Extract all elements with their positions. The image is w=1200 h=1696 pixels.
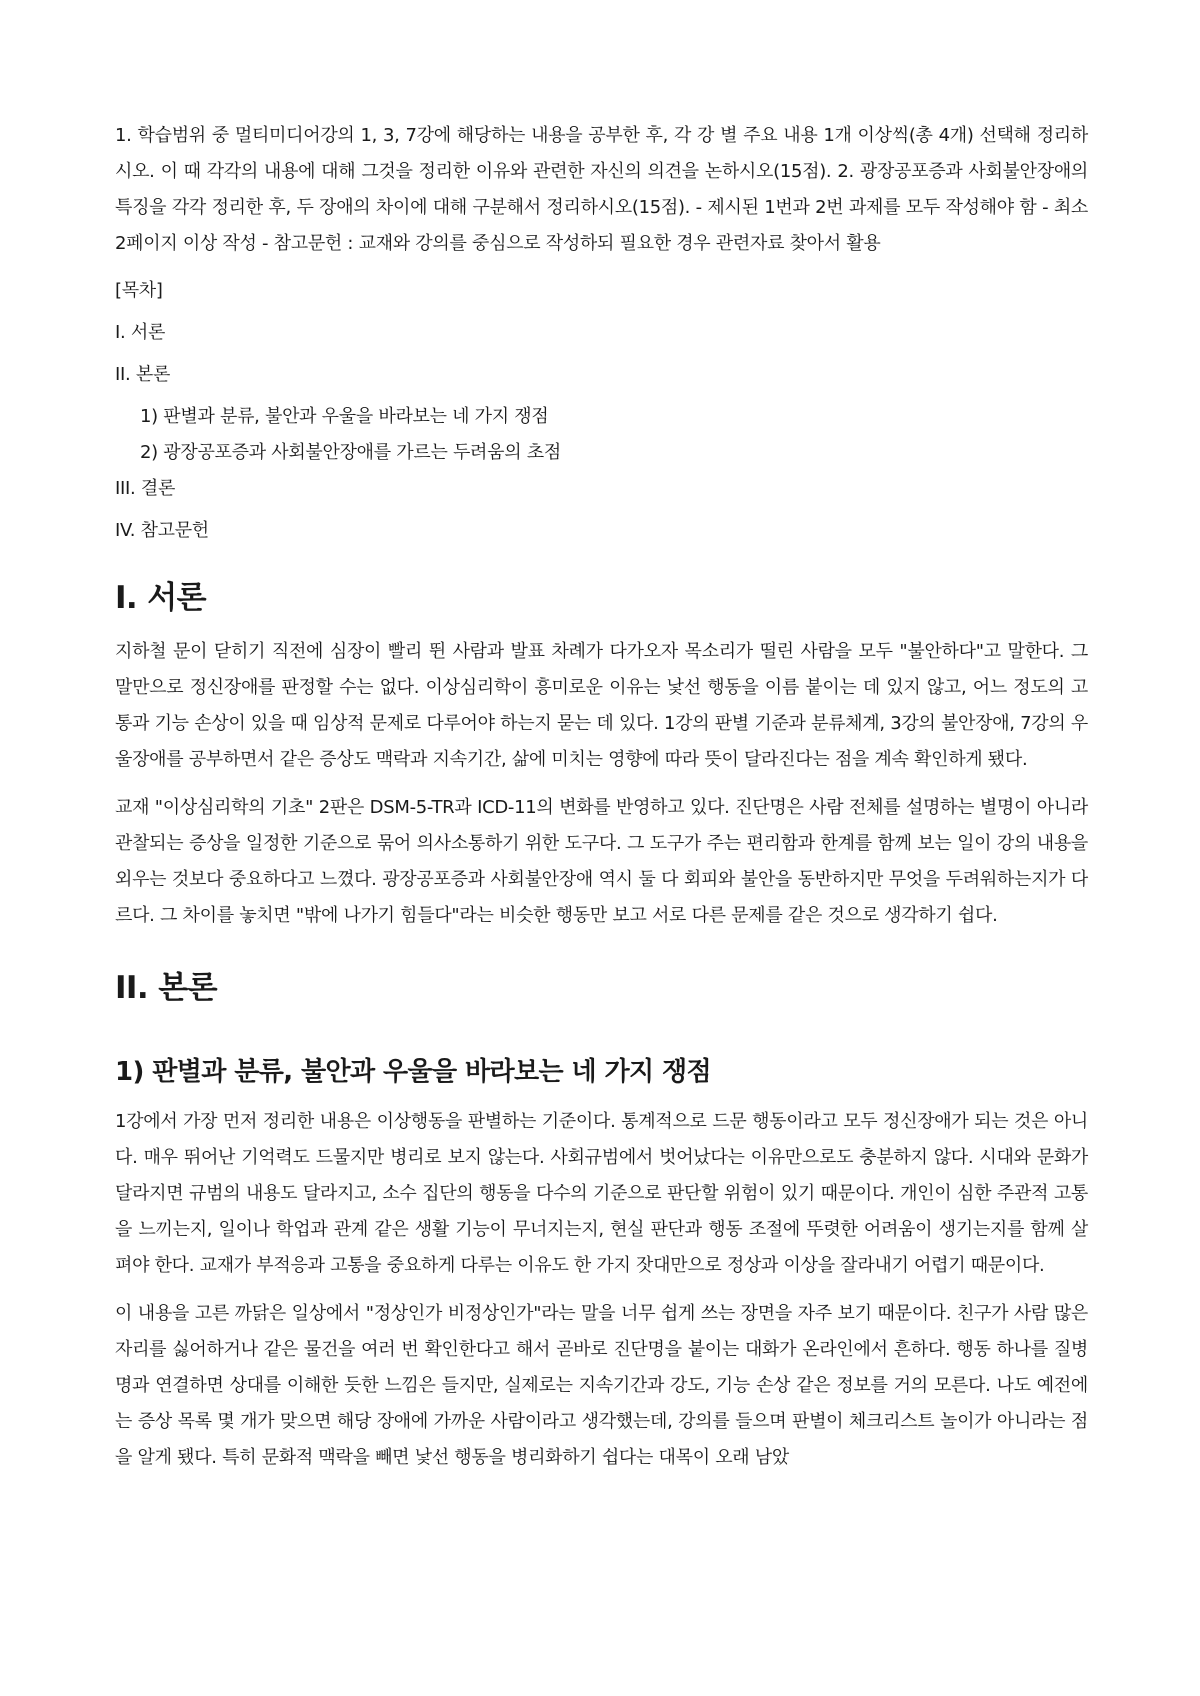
toc-subitem-2: 2) 광장공포증과 사회불안장애를 가르는 두려움의 초점	[140, 442, 561, 463]
body-paragraph-2: 이 내용을 고른 까닭은 일상에서 "정상인가 비정상인가"라는 말을 너무 쉽게 쓰는 장면을 자주 보기 때문이다. 친구가 사람 많은 자리를 싫어하거나 같은 물건을 여러 번 확인한다고 해서 곧바로 진단명을 붙이는 대화가 온라인에서 흔하다. 행동 하나를 질병명과 연결하면 상대를 이해한 듯한 느낌은 들지만, 실제로는 지속기간과 강도, 기능 손상 같은 정보를 거의 모른다. 나도 예전에는 증상 목록 몇 개가 맞으면 해당 장애에 가까운 사람이라고 생각했는데, 강의를 들으며 판별이 체크리스트 놀이가 아니라는 점을 알게 됐다. 특히 문화적 맥락을 빼면 낯선 행동을 병리화하기 쉽다는 대목이 오래 남았	[115, 1303, 1088, 1468]
toc-item-intro: I. 서론	[115, 322, 166, 343]
intro-paragraph-2: 교재 "이상심리학의 기초" 2판은 DSM-5-TR과 ICD-11의 변화를 반영하고 있다. 진단명은 사람 전체를 설명하는 별명이 아니라 관찰되는 증상을 일정한 기준으로 묶어 의사소통하기 위한 도구다. 그 도구가 주는 편리함과 한계를 함께 보는 일이 강의 내용을 외우는 것보다 중요하다고 느꼈다. 광장공포증과 사회불안장애 역시 둘 다 회피와 불안을 동반하지만 무엇을 두려워하는지가 다르다. 그 차이를 놓치면 "밖에 나가기 힘들다"라는 비슷한 행동만 보고 서로 다른 문제를 같은 것으로 생각하기 쉽다.	[115, 797, 1088, 926]
toc-item-conclusion: III. 결론	[115, 478, 176, 499]
assignment-prompt: 1. 학습범위 중 멀티미디어강의 1, 3, 7강에 해당하는 내용을 공부한 후, 각 강 별 주요 내용 1개 이상씩(총 4개) 선택해 정리하시오. 이 때 각각의 내용에 대해 그것을 정리한 이유와 관련한 자신의 의견을 논하시오(15점). 2. 광장공포증과 사회불안장애의 특징을 각각 정리한 후, 두 장애의 차이에 대해 구분해서 정리하시오(15점). - 제시된 1번과 2번 과제를 모두 작성해야 함 - 최소 2페이지 이상 작성 - 참고문헌 : 교재와 강의를 중심으로 작성하되 필요한 경우 관련자료 찾아서 활용	[115, 125, 1088, 254]
body-subheading-1: 1) 판별과 분류, 불안과 우울을 바라보는 네 가지 쟁점	[115, 1057, 711, 1087]
body-paragraph-1: 1강에서 가장 먼저 정리한 내용은 이상행동을 판별하는 기준이다. 통계적으로 드문 행동이라고 모두 정신장애가 되는 것은 아니다. 매우 뛰어난 기억력도 드물지만 병리로 보지 않는다. 사회규범에서 벗어났다는 이유만으로도 충분하지 않다. 시대와 문화가 달라지면 규범의 내용도 달라지고, 소수 집단의 행동을 다수의 기준으로 판단할 위험이 있기 때문이다. 개인이 심한 주관적 고통을 느끼는지, 일이나 학업과 관계 같은 생활 기능이 무너지는지, 현실 판단과 행동 조절에 뚜렷한 어려움이 생기는지를 함께 살펴야 한다. 교재가 부적응과 고통을 중요하게 다루는 이유도 한 가지 잣대만으로 정상과 이상을 잘라내기 어렵기 때문이다.	[115, 1111, 1088, 1276]
toc-item-references: IV. 참고문헌	[115, 520, 209, 541]
intro-paragraph-1: 지하철 문이 닫히기 직전에 심장이 빨리 뛴 사람과 발표 차례가 다가오자 목소리가 떨린 사람을 모두 "불안하다"고 말한다. 그 말만으로 정신장애를 판정할 수는 없다. 이상심리학이 흥미로운 이유는 낯선 행동을 이름 붙이는 데 있지 않고, 어느 정도의 고통과 기능 손상이 있을 때 임상적 문제로 다루어야 하는지 묻는 데 있다. 1강의 판별 기준과 분류체계, 3강의 불안장애, 7강의 우울장애를 공부하면서 같은 증상도 맥락과 지속기간, 삶에 미치는 영향에 따라 뜻이 달라진다는 점을 계속 확인하게 됐다.	[115, 641, 1088, 770]
toc-item-body: II. 본론	[115, 364, 171, 385]
toc-subitem-1: 1) 판별과 분류, 불안과 우울을 바라보는 네 가지 쟁점	[140, 406, 549, 427]
toc-heading: [목차]	[115, 280, 163, 301]
body-heading: II. 본론	[115, 970, 217, 1006]
intro-heading: I. 서론	[115, 580, 206, 616]
table-of-contents	[115, 274, 1088, 548]
